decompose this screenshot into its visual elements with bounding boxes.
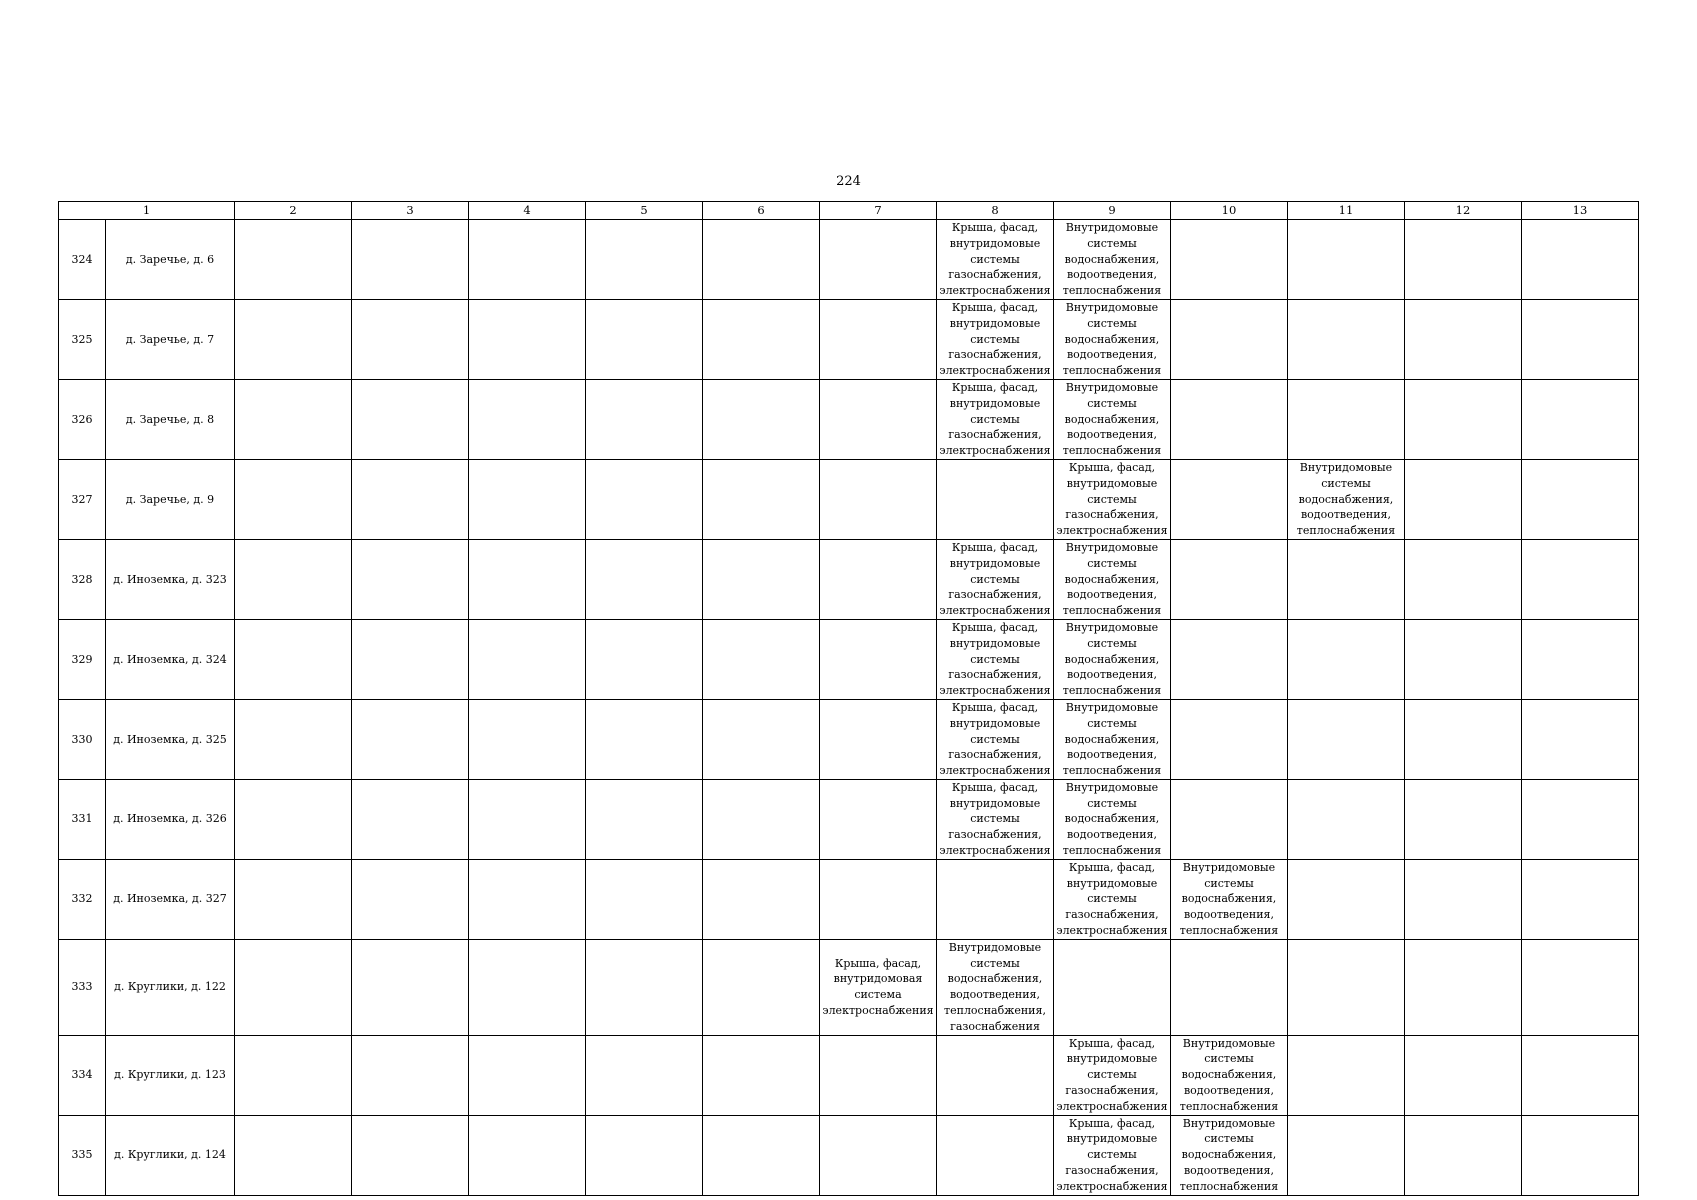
row-number-cell: 333 xyxy=(59,939,106,1035)
work-description xyxy=(937,540,1053,619)
work-cell xyxy=(1054,220,1171,300)
work-cell xyxy=(820,1115,937,1195)
work-description xyxy=(1288,460,1404,539)
header-cell: 7 xyxy=(820,202,937,220)
work-cell xyxy=(937,379,1054,459)
work-cell xyxy=(1288,939,1405,1035)
work-cell xyxy=(586,379,703,459)
work-description xyxy=(937,620,1053,699)
header-cell: 3 xyxy=(352,202,469,220)
work-cell xyxy=(937,539,1054,619)
work-cell xyxy=(1405,699,1522,779)
row-number-cell: 335 xyxy=(59,1115,106,1195)
work-cell xyxy=(937,779,1054,859)
work-cell xyxy=(1288,779,1405,859)
table-row xyxy=(59,1115,1639,1195)
row-number-cell: 332 xyxy=(59,859,106,939)
work-cell xyxy=(235,539,352,619)
work-text: Крыша, фасад, внутридомовые системы газоснабжения, электроснабжения xyxy=(1056,1036,1168,1113)
work-description xyxy=(1054,460,1170,539)
table-row xyxy=(59,779,1639,859)
work-cell xyxy=(1522,459,1639,539)
work-cell xyxy=(586,699,703,779)
work-cell xyxy=(586,779,703,859)
work-cell xyxy=(937,459,1054,539)
work-cell xyxy=(1405,299,1522,379)
work-text: Крыша, фасад, внутридомовые системы газоснабжения, электроснабжения xyxy=(939,380,1051,458)
table-row xyxy=(59,459,1639,539)
work-cell xyxy=(1522,1115,1639,1195)
page-number: 224 xyxy=(836,174,861,189)
work-cell xyxy=(586,1115,703,1195)
header-cell: 8 xyxy=(937,202,1054,220)
header-cell: 6 xyxy=(703,202,820,220)
table-row xyxy=(59,619,1639,699)
address-cell: д. Круглики, д. 124 xyxy=(106,1115,235,1195)
work-cell xyxy=(235,779,352,859)
work-text: Крыша, фасад, внутридомовые системы газоснабжения, электроснабжения xyxy=(939,780,1051,858)
work-cell xyxy=(1522,859,1639,939)
work-description xyxy=(1054,780,1170,859)
work-description xyxy=(937,780,1053,859)
work-cell xyxy=(703,699,820,779)
work-cell xyxy=(352,939,469,1035)
address-cell: д. Заречье, д. 8 xyxy=(106,379,235,459)
work-description xyxy=(1054,540,1170,619)
work-cell xyxy=(1171,1035,1288,1115)
work-cell xyxy=(820,299,937,379)
work-cell xyxy=(937,1035,1054,1115)
work-cell xyxy=(1522,619,1639,699)
work-cell xyxy=(235,619,352,699)
work-text: Внутридомовые системы водоснабжения, водоотведения, теплоснабжения xyxy=(1062,221,1162,298)
work-text: Внутридомовые системы водоснабжения, водоотведения, теплоснабжения, газоснабжения xyxy=(944,940,1046,1033)
work-cell xyxy=(820,779,937,859)
work-cell xyxy=(469,619,586,699)
header-cell: 5 xyxy=(586,202,703,220)
row-number-cell: 326 xyxy=(59,379,106,459)
work-cell xyxy=(820,619,937,699)
work-cell xyxy=(586,220,703,300)
work-cell xyxy=(469,299,586,379)
address-cell: д. Иноземка, д. 327 xyxy=(106,859,235,939)
address-cell: д. Круглики, д. 123 xyxy=(106,1035,235,1115)
work-text: Крыша, фасад, внутридомовые системы газоснабжения, электроснабжения xyxy=(1056,1116,1168,1193)
work-cell xyxy=(703,1115,820,1195)
work-cell xyxy=(352,619,469,699)
work-cell xyxy=(1171,539,1288,619)
work-cell xyxy=(1405,1115,1522,1195)
work-cell xyxy=(703,939,820,1035)
work-cell xyxy=(703,220,820,300)
work-description xyxy=(937,940,1053,1035)
work-cell xyxy=(352,859,469,939)
work-description xyxy=(1054,860,1170,939)
work-description xyxy=(1054,1116,1170,1195)
work-cell xyxy=(352,1035,469,1115)
work-cell xyxy=(703,299,820,379)
work-cell xyxy=(352,379,469,459)
work-cell xyxy=(1054,859,1171,939)
work-description xyxy=(1054,220,1170,299)
work-cell xyxy=(469,459,586,539)
address-cell: д. Иноземка, д. 326 xyxy=(106,779,235,859)
work-cell xyxy=(1171,779,1288,859)
work-text: Крыша, фасад, внутридомовые системы газоснабжения, электроснабжения xyxy=(1056,460,1168,538)
work-cell xyxy=(1405,459,1522,539)
work-cell xyxy=(937,939,1054,1035)
address-cell: д. Круглики, д. 122 xyxy=(106,939,235,1035)
work-cell xyxy=(1522,1035,1639,1115)
work-cell xyxy=(1171,699,1288,779)
work-cell xyxy=(352,699,469,779)
work-cell xyxy=(352,1115,469,1195)
work-cell xyxy=(703,459,820,539)
header-row xyxy=(59,202,1639,220)
work-cell xyxy=(235,939,352,1035)
work-cell xyxy=(937,619,1054,699)
header-cell: 4 xyxy=(469,202,586,220)
work-cell xyxy=(1522,779,1639,859)
work-cell xyxy=(469,539,586,619)
work-cell xyxy=(1288,1115,1405,1195)
work-cell xyxy=(469,699,586,779)
work-cell xyxy=(235,299,352,379)
work-cell xyxy=(1405,539,1522,619)
work-cell xyxy=(352,459,469,539)
work-cell xyxy=(937,859,1054,939)
work-cell xyxy=(1171,220,1288,300)
work-text: Крыша, фасад, внутридомовая система электроснабжения xyxy=(822,956,934,1018)
table-row xyxy=(59,539,1639,619)
work-cell xyxy=(586,539,703,619)
work-cell xyxy=(1054,939,1171,1035)
row-number-cell: 327 xyxy=(59,459,106,539)
work-cell xyxy=(1054,619,1171,699)
work-cell xyxy=(937,699,1054,779)
work-cell xyxy=(1054,1115,1171,1195)
work-cell xyxy=(937,299,1054,379)
work-text: Внутридомовые системы водоснабжения, водоотведения, теплоснабжения xyxy=(1062,380,1162,458)
work-cell xyxy=(1405,779,1522,859)
row-number-cell: 328 xyxy=(59,539,106,619)
work-cell xyxy=(1405,220,1522,300)
work-text: Внутридомовые системы водоснабжения, водоотведения, теплоснабжения xyxy=(1296,460,1396,538)
work-cell xyxy=(1288,619,1405,699)
work-cell xyxy=(1054,1035,1171,1115)
header-cell: 11 xyxy=(1288,202,1405,220)
work-text: Крыша, фасад, внутридомовые системы газоснабжения, электроснабжения xyxy=(1056,860,1168,938)
work-description xyxy=(1171,1036,1287,1115)
work-text: Внутридомовые системы водоснабжения, водоотведения, теплоснабжения xyxy=(1062,620,1162,698)
row-number-cell: 325 xyxy=(59,299,106,379)
row-number-cell: 324 xyxy=(59,220,106,300)
work-cell xyxy=(1288,299,1405,379)
work-cell xyxy=(1171,939,1288,1035)
work-cell xyxy=(1171,619,1288,699)
work-text: Внутридомовые системы водоснабжения, водоотведения, теплоснабжения xyxy=(1062,300,1162,378)
work-cell xyxy=(820,379,937,459)
work-cell xyxy=(820,699,937,779)
header-cell: 10 xyxy=(1171,202,1288,220)
work-cell xyxy=(586,619,703,699)
work-cell xyxy=(1054,779,1171,859)
work-cell xyxy=(703,539,820,619)
work-cell xyxy=(1522,699,1639,779)
row-number-cell: 334 xyxy=(59,1035,106,1115)
address-cell: д. Иноземка, д. 323 xyxy=(106,539,235,619)
work-cell xyxy=(937,1115,1054,1195)
work-cell xyxy=(1405,619,1522,699)
work-cell xyxy=(703,379,820,459)
table-body xyxy=(59,220,1639,1196)
work-cell xyxy=(820,1035,937,1115)
work-cell xyxy=(703,859,820,939)
work-cell xyxy=(469,1115,586,1195)
work-cell xyxy=(703,619,820,699)
work-cell xyxy=(1405,859,1522,939)
work-cell xyxy=(1522,379,1639,459)
work-cell xyxy=(469,220,586,300)
work-text: Крыша, фасад, внутридомовые системы газоснабжения, электроснабжения xyxy=(939,540,1051,618)
work-cell xyxy=(1054,379,1171,459)
work-cell xyxy=(820,539,937,619)
work-cell xyxy=(1171,1115,1288,1195)
work-description xyxy=(820,956,936,1019)
work-cell xyxy=(1054,539,1171,619)
work-cell xyxy=(469,779,586,859)
work-cell xyxy=(1405,379,1522,459)
work-text: Внутридомовые системы водоснабжения, водоотведения, теплоснабжения xyxy=(1179,1116,1279,1193)
row-number-cell: 330 xyxy=(59,699,106,779)
work-cell xyxy=(703,779,820,859)
work-cell xyxy=(235,1035,352,1115)
address-cell: д. Заречье, д. 6 xyxy=(106,220,235,300)
work-description xyxy=(937,700,1053,779)
work-cell xyxy=(235,1115,352,1195)
work-cell xyxy=(235,379,352,459)
work-cell xyxy=(586,1035,703,1115)
work-cell xyxy=(1288,220,1405,300)
work-cell xyxy=(1288,1035,1405,1115)
work-cell xyxy=(1171,299,1288,379)
work-cell xyxy=(352,539,469,619)
work-text: Внутридомовые системы водоснабжения, водоотведения, теплоснабжения xyxy=(1062,700,1162,778)
work-description xyxy=(1171,1116,1287,1195)
work-cell xyxy=(1288,379,1405,459)
table-row xyxy=(59,220,1639,300)
work-text: Внутридомовые системы водоснабжения, водоотведения, теплоснабжения xyxy=(1062,540,1162,618)
table-row xyxy=(59,939,1639,1035)
work-cell xyxy=(820,459,937,539)
work-cell xyxy=(820,220,937,300)
work-description xyxy=(1054,1036,1170,1115)
header-cell: 13 xyxy=(1522,202,1639,220)
work-cell xyxy=(235,220,352,300)
work-cell xyxy=(235,859,352,939)
work-cell xyxy=(586,459,703,539)
works-table xyxy=(58,201,1639,1196)
address-cell: д. Иноземка, д. 325 xyxy=(106,699,235,779)
row-number-cell: 329 xyxy=(59,619,106,699)
work-text: Внутридомовые системы водоснабжения, водоотведения, теплоснабжения xyxy=(1179,1036,1279,1113)
work-cell xyxy=(235,459,352,539)
work-cell xyxy=(1405,939,1522,1035)
address-cell: д. Иноземка, д. 324 xyxy=(106,619,235,699)
work-description xyxy=(937,380,1053,459)
work-cell xyxy=(1054,459,1171,539)
work-description xyxy=(1054,620,1170,699)
work-cell xyxy=(1171,459,1288,539)
work-description xyxy=(1054,380,1170,459)
work-text: Внутридомовые системы водоснабжения, водоотведения, теплоснабжения xyxy=(1179,860,1279,938)
work-description xyxy=(937,300,1053,379)
header-cell: 2 xyxy=(235,202,352,220)
work-cell xyxy=(469,859,586,939)
work-description xyxy=(1171,860,1287,939)
work-cell xyxy=(1288,859,1405,939)
work-cell xyxy=(1288,539,1405,619)
work-cell xyxy=(937,220,1054,300)
work-cell xyxy=(1522,299,1639,379)
work-description xyxy=(937,220,1053,299)
row-number-cell: 331 xyxy=(59,779,106,859)
address-cell: д. Заречье, д. 7 xyxy=(106,299,235,379)
table-row xyxy=(59,699,1639,779)
table-row xyxy=(59,299,1639,379)
header-cell: 1 xyxy=(59,202,235,220)
work-cell xyxy=(1288,459,1405,539)
work-cell xyxy=(1054,299,1171,379)
work-cell xyxy=(352,220,469,300)
work-cell xyxy=(1171,859,1288,939)
work-text: Внутридомовые системы водоснабжения, водоотведения, теплоснабжения xyxy=(1062,780,1162,858)
address-cell: д. Заречье, д. 9 xyxy=(106,459,235,539)
work-cell xyxy=(703,1035,820,1115)
work-cell xyxy=(1405,1035,1522,1115)
work-cell xyxy=(1171,379,1288,459)
work-cell xyxy=(1522,939,1639,1035)
work-cell xyxy=(1522,220,1639,300)
work-cell xyxy=(352,779,469,859)
work-text: Крыша, фасад, внутридомовые системы газоснабжения, электроснабжения xyxy=(939,620,1051,698)
work-cell xyxy=(586,859,703,939)
table-row xyxy=(59,1035,1639,1115)
work-cell xyxy=(1288,699,1405,779)
work-description xyxy=(1054,300,1170,379)
work-cell xyxy=(586,299,703,379)
header-cell: 9 xyxy=(1054,202,1171,220)
work-cell xyxy=(352,299,469,379)
work-cell xyxy=(820,859,937,939)
table-row xyxy=(59,379,1639,459)
work-cell xyxy=(469,939,586,1035)
header-cell: 12 xyxy=(1405,202,1522,220)
work-text: Крыша, фасад, внутридомовые системы газоснабжения, электроснабжения xyxy=(939,700,1051,778)
table-row xyxy=(59,859,1639,939)
work-text: Крыша, фасад, внутридомовые системы газоснабжения, электроснабжения xyxy=(939,300,1051,378)
work-cell xyxy=(235,699,352,779)
work-cell xyxy=(1522,539,1639,619)
work-text: Крыша, фасад, внутридомовые системы газоснабжения, электроснабжения xyxy=(939,221,1051,298)
work-cell xyxy=(469,1035,586,1115)
work-cell xyxy=(469,379,586,459)
work-description xyxy=(1054,700,1170,779)
work-cell xyxy=(586,939,703,1035)
work-cell xyxy=(820,939,937,1035)
work-cell xyxy=(1054,699,1171,779)
